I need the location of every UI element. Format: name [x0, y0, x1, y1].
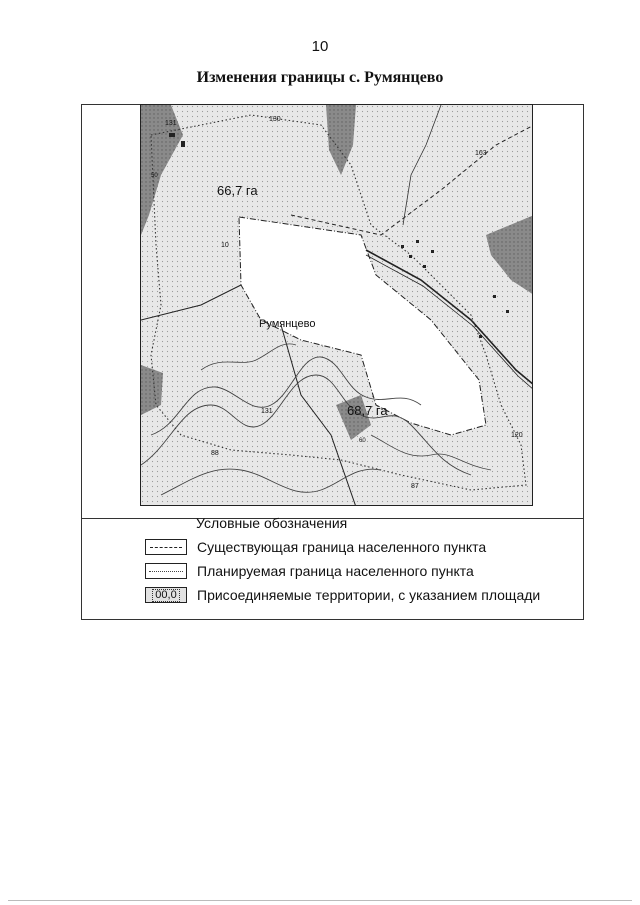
- map-number-label: 87: [411, 483, 419, 490]
- existing-boundary-swatch: [145, 539, 187, 555]
- legend-item-planned: [145, 562, 474, 580]
- map-number-label: 60: [359, 438, 366, 444]
- legend-label: Присоединяемые территории, с указанием площади: [197, 587, 541, 603]
- page-title: Изменения границы с. Румянцево: [196, 69, 444, 86]
- map-number-label: 131: [261, 408, 273, 415]
- boundary-map: [140, 104, 533, 506]
- map-number-label: 50: [151, 173, 158, 179]
- legend-item-annexed: [145, 586, 541, 604]
- map-canvas: [141, 105, 533, 506]
- map-number-label: 10: [221, 242, 229, 249]
- planned-boundary-swatch: [145, 563, 187, 579]
- legend-title: Условные обозначения: [196, 515, 348, 531]
- legend-item-existing: [145, 538, 487, 556]
- settlement-label: Румянцево: [259, 318, 316, 330]
- annexed-territory-swatch: [145, 587, 187, 603]
- legend-label: Планируемая граница населенного пункта: [197, 563, 474, 579]
- legend-label: Существующая граница населенного пункта: [197, 539, 487, 555]
- swatch-area-text: 00,0: [152, 589, 179, 602]
- map-number-label: 120: [511, 432, 523, 439]
- map-number-label: 131: [165, 120, 177, 127]
- map-number-label: 163: [475, 150, 487, 157]
- page-number: 10: [311, 38, 329, 55]
- map-number-label: 130: [269, 116, 281, 123]
- map-number-label: 88: [211, 450, 219, 457]
- area-label-south: 68,7 га: [347, 403, 388, 418]
- scan-edge-line: [8, 900, 632, 901]
- area-label-north: 66,7 га: [217, 183, 258, 198]
